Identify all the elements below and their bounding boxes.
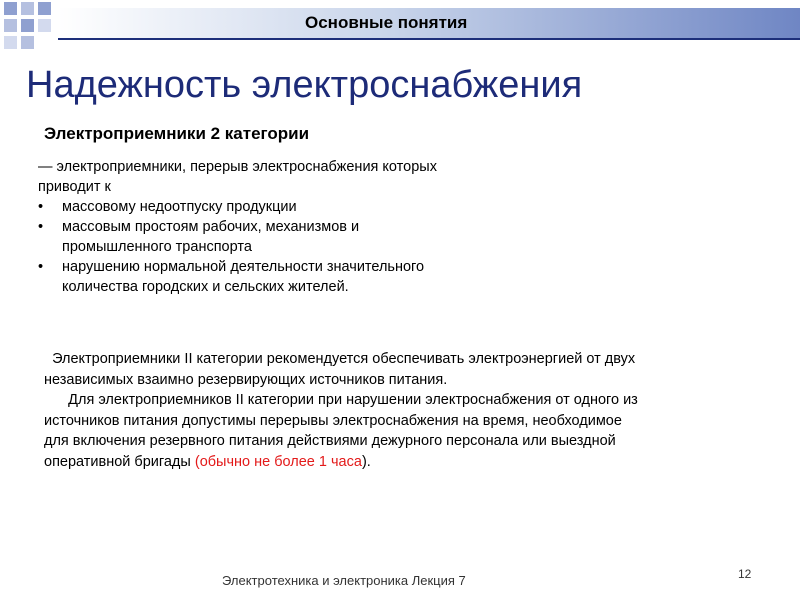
- intro-line: приводит к: [38, 179, 111, 195]
- paragraph-text: оперативной бригады: [44, 453, 195, 470]
- intro-line: — электроприемники, перерыв электроснабжения которых: [38, 159, 437, 175]
- list-item-text: массовому недоотпуску продукции: [62, 199, 297, 215]
- recommendation-block: [44, 349, 784, 472]
- paragraph-line: [44, 452, 784, 473]
- paragraph-line: [44, 349, 784, 370]
- paragraph-line: источников питания допустимы перерывы электроснабжения на время, необходимое: [44, 412, 622, 429]
- bullet-icon: •: [38, 199, 44, 215]
- list-item: [38, 257, 558, 297]
- list-item-text: нарушению нормальной деятельности значительного: [62, 259, 425, 275]
- bullet-list: [38, 197, 558, 297]
- paragraph-line: для включения резервного питания действиями дежурного персонала или выездной: [44, 433, 616, 449]
- slide-title: Надежность электроснабжения: [26, 64, 583, 106]
- list-item: [38, 217, 558, 257]
- list-item-text: количества городских и сельских жителей.: [62, 279, 349, 295]
- highlight-text: (обычно не более 1 часа: [194, 453, 362, 470]
- slide-subtitle: Электроприемники 2 категории: [44, 124, 310, 143]
- bullet-icon: •: [38, 219, 44, 235]
- banner-text: Основные понятия: [305, 13, 468, 32]
- list-item-text: промышленного транспорта: [62, 239, 252, 255]
- paragraph-text: Для электроприемников II категории при нарушении электроснабжения от одного из: [68, 392, 638, 408]
- paragraph-text: Электроприемники II категории рекомендуется обеспечивать электроэнергией от двух: [52, 351, 636, 367]
- paragraph-line: независимых взаимно резервирующих источников питания.: [44, 371, 448, 388]
- footer-text: Электротехника и электроника Лекция 7: [222, 573, 466, 588]
- paragraph-text: ).: [361, 453, 371, 470]
- page-number: 12: [738, 567, 752, 581]
- list-item-text: массовым простоям рабочих, механизмов и: [62, 219, 360, 235]
- paragraph-line: [44, 390, 784, 411]
- bullet-icon: •: [38, 259, 44, 275]
- list-item: [38, 197, 558, 217]
- definition-block: [38, 157, 558, 297]
